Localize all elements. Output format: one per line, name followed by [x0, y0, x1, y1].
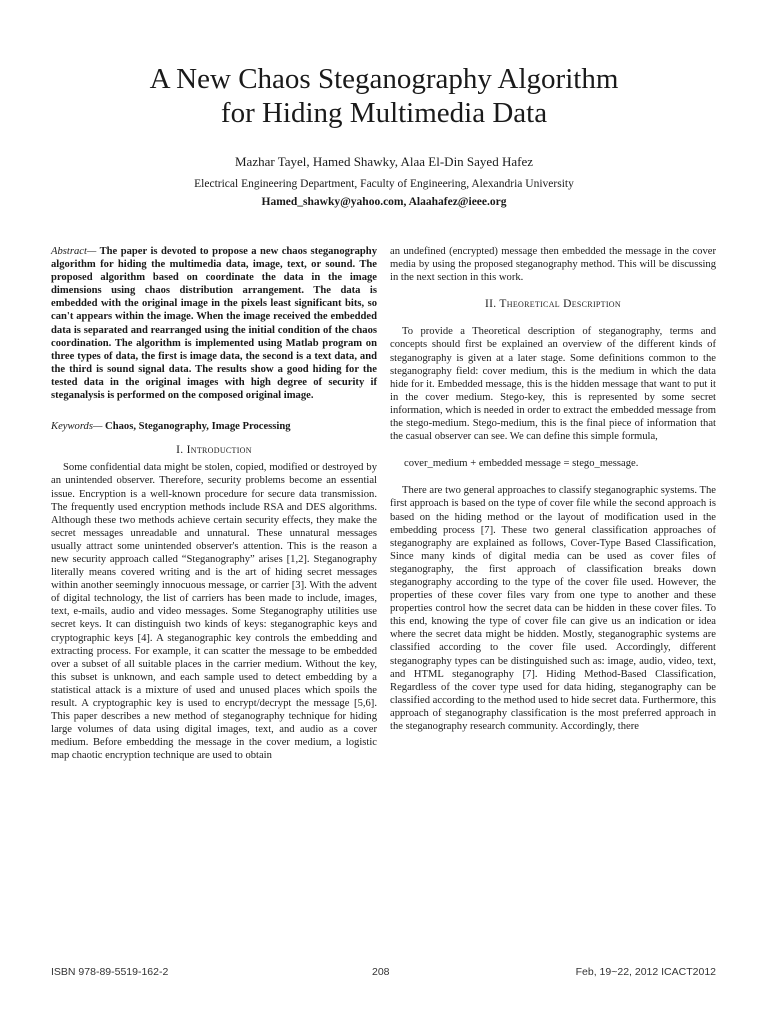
right-column	[390, 245, 716, 733]
title-line-2: for Hiding Multimedia Data	[220, 97, 548, 129]
title-line-1: A New Chaos Steganography Algorithm	[149, 63, 619, 95]
abstract	[51, 245, 377, 402]
authors: Mazhar Tayel, Hamed Shawky, Alaa El-Din Sayed Hafez	[235, 154, 533, 169]
abstract-label: Abstract—	[51, 246, 97, 257]
footer-isbn: ISBN 978-89-5519-162-2	[51, 966, 169, 978]
left-column	[51, 245, 377, 762]
theory-paragraph-1: To provide a Theoretical description of steganography, terms and concepts should first be explained an overview of the different kinds of steganography is given at a later stage. Some definitions common to the steganography field: cover medium, this is the medium in which the data hide for it. Embedded message, this is the hidden message that want to put it in the cover medium. Stego-key, this is represented by some secret information, which is needed in order to extract the embedded message from the stego-medium. Stego-medium, this is the final piece of information that the casual observer can see. We can define this simple formula,	[390, 326, 716, 443]
theory-paragraph-2: There are two general approaches to classify steganographic systems. The first approach is based on the type of cover file while the second approach is based on the hiding method or the layout of modification used in the embedding process [7]. These two general classification approaches of steganography are explained as follows, Cover-Type Based Classification, Since many kinds of digital media can be used as cover files of steganography, the first approach of classification breaks down steganography according to the type of the cover file used. However, the properties of these cover files vary from one type to another and these properties control how the secret data can be hidden in these cover files. To this end, knowing the type of cover file can give us an indication or idea where the secret data might be hidden. Mostly, steganographic systems are classified according to the cover file used. Accordingly, different steganography types can be distinguished such as: image, audio, video, text, and HTML steganography [7]. Hiding Method-Based Classification, Regardless of the cover type used for data hiding, steganography can be classified according to the method used to hide secret data. Furthermore, this approach of steganography classification is the most preferred approach in the steganography research community. Accordingly, there	[390, 485, 716, 732]
affiliation: Electrical Engineering Department, Faculty of Engineering, Alexandria University	[194, 178, 574, 190]
intro-continuation: an undefined (encrypted) message then embedded the message in the cover media by using the proposed steganography method. This will be discussing in the next section in this work.	[390, 246, 716, 284]
intro-paragraph: Some confidential data might be stolen, copied, modified or destroyed by an unintended observer. Therefore, security problems become an essential issue. Encryption is a well-known procedure for secure data transmission. The frequently used encryption methods include RSA and DES algorithms. Although these two methods achieve certain security effects, they make the secret messages unreadable and unnatural. These unnatural messages usually attract some unintended observer's attention. This is the reason a new security approach called “Steganography” arises [1,2]. Steganography literally means covered writing and is the art of hiding secret messages within another seemingly innocuous message, or carrier [3]. With the advent of digital technology, the list of carriers has been made to include, images, text, e-mails, audio and video messages. Some Steganography utilities use secret keys. It can distinguish two kinds of keys: steganographic keys and cryptographic keys [4]. A steganographic key controls the embedding and extracting process. For example, it can scatter the message to be embedded over a subset of all suitable places in the carrier medium. Without the key, this subset is unknown, and each sample used to detect embedding by a statistical attack is a mixture of used and unused places which spoils the result. A cryptographic key is used to encrypt/decrypt the message [5,6]. This paper describes a new method of steganography technique for hiding large volumes of data using digital images, text, and audio as a cover medium. Before embedding the message in the cover medium, a logistic map chaotic encryption technique are used to obtain	[51, 462, 377, 762]
formula: cover_medium + embedded message = stego_message.	[404, 458, 639, 470]
keywords-text: Chaos, Steganography, Image Processing	[102, 421, 291, 433]
section-heading-introduction: I. Introduction	[176, 444, 252, 457]
footer-page-number: 208	[372, 966, 390, 978]
author-emails: Hamed_shawky@yahoo.com, Alaahafez@ieee.org	[261, 196, 507, 208]
keywords-label: Keywords—	[51, 421, 103, 433]
footer-conference: Feb, 19~22, 2012 ICACT2012	[575, 966, 716, 978]
abstract-text: The paper is devoted to propose a new chaos steganography algorithm for hiding the multimedia data, image, text, or sound. The proposed algorithm based on coordinate the data in the image dimensions using chaos distribution arrangement. The data is embedded with the original image in the pixels least significant bits, so can't appears within the image. When the image received the embedded data is separated and rearranged using the initial condition of the chaos coordination. The algorithm is implemented using Matlab program on three types of data, the first is image data, the second is a text data, and the third is sound signal data. The results show a good hiding for the tested data in the original images with high degree of security if steganalysis is performed on the composed original image.	[51, 246, 377, 402]
section-heading-theory: II. Theoretical Description	[485, 298, 621, 311]
keywords	[51, 420, 377, 433]
paper-title	[40, 62, 728, 130]
